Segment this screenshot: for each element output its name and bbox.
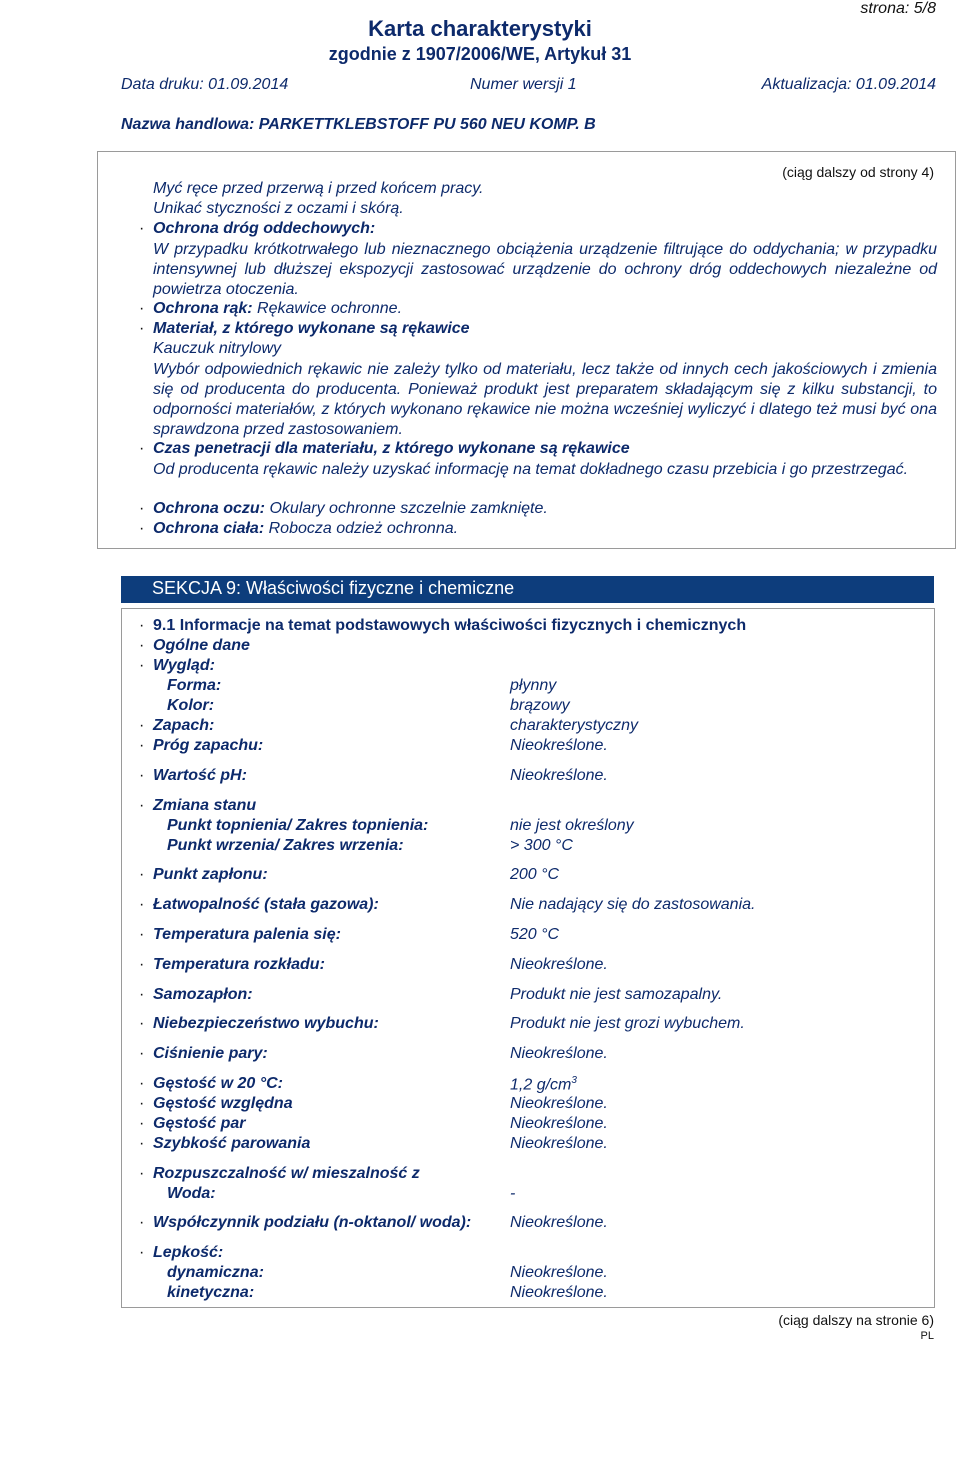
hygiene-line-2: Unikać styczności z oczami i skórą. (153, 200, 404, 217)
water-value: - (510, 1185, 516, 1202)
decomposition-value: Nieokreślone. (510, 956, 608, 973)
density-label: Gęstość w 20 °C: (153, 1075, 283, 1092)
evaporation-label: Szybkość parowania (153, 1135, 311, 1152)
language-code: PL (920, 1330, 934, 1342)
explosion-label: Niebezpieczeństwo wybuchu: (153, 1015, 379, 1032)
bullet: · (139, 617, 145, 634)
version-number: Numer wersji 1 (470, 76, 577, 93)
flammability-label: Łatwopalność (stała gazowa): (153, 896, 379, 913)
density-superscript: 3 (571, 1075, 577, 1086)
update-date: Aktualizacja: 01.09.2014 (761, 76, 936, 93)
eyes-label: Ochrona oczu: (153, 500, 266, 517)
dynamic-viscosity-value: Nieokreślone. (510, 1264, 608, 1281)
print-date: Data druku: 01.09.2014 (121, 76, 289, 93)
bullet: · (139, 637, 145, 654)
bullet: · (139, 956, 145, 973)
respiratory-label: Ochrona dróg oddechowych: (153, 220, 376, 237)
bullet: · (139, 1015, 145, 1032)
ph-label: Wartość pH: (153, 767, 247, 784)
hands-value: Rękawice ochronne. (257, 300, 403, 317)
vapor-pressure-value: Nieokreślone. (510, 1045, 608, 1062)
bullet: · (139, 986, 145, 1003)
flash-point-value: 200 °C (510, 866, 560, 883)
bullet: · (139, 866, 145, 883)
appearance-label: Wygląd: (153, 657, 215, 674)
bullet: · (139, 926, 145, 943)
bullet: · (139, 1214, 145, 1231)
bullet: · (139, 520, 145, 537)
general-data-label: Ogólne dane (153, 637, 250, 654)
odor-threshold-label: Próg zapachu: (153, 737, 264, 754)
water-label: Woda: (167, 1185, 216, 1202)
kinematic-viscosity-value: Nieokreślone. (510, 1284, 608, 1301)
material-value: Kauczuk nitrylowy (153, 340, 282, 357)
bullet: · (139, 1135, 145, 1152)
body-label: Ochrona ciała: (153, 520, 265, 537)
bullet: · (139, 797, 145, 814)
continued-from: (ciąg dalszy od strony 4) (782, 164, 934, 180)
section9-header (121, 576, 934, 603)
bullet: · (139, 320, 145, 337)
bullet: · (139, 1095, 145, 1112)
viscosity-label: Lepkość: (153, 1244, 224, 1261)
document-subtitle: zgodnie z 1907/2006/WE, Artykuł 31 (328, 44, 632, 64)
density-number: 1,2 g/cm (510, 1076, 572, 1094)
form-label: Forma: (167, 677, 222, 694)
form-value: płynny (510, 677, 557, 694)
density-value (510, 1075, 577, 1094)
bullet: · (139, 440, 145, 457)
boiling-value: > 300 °C (510, 837, 573, 854)
evaporation-value: Nieokreślone. (510, 1135, 608, 1152)
decomposition-label: Temperatura rozkładu: (153, 956, 325, 973)
ignition-temp-label: Temperatura palenia się: (153, 926, 341, 943)
melting-label: Punkt topnienia/ Zakres topnienia: (167, 817, 429, 834)
partition-label: Współczynnik podziału (n-oktanol/ woda): (153, 1214, 472, 1231)
flammability-value: Nie nadający się do zastosowania. (510, 896, 756, 913)
trade-name: Nazwa handlowa: PARKETTKLEBSTOFF PU 560 NEU KOMP. B (121, 116, 596, 133)
bullet: · (139, 717, 145, 734)
penetration-text: Od producenta rękawic należy uzyskać informację na temat dokładnego czasu przebicia i go przestrzegać. (153, 461, 909, 478)
color-label: Kolor: (167, 697, 215, 714)
body-row (153, 520, 458, 538)
hands-row (153, 300, 402, 318)
body-value: Robocza odzież ochronna. (268, 520, 459, 537)
hands-label: Ochrona rąk: (153, 300, 253, 317)
section9-subtitle: 9.1 Informacje na temat podstawowych właściwości fizycznych i chemicznych (153, 617, 747, 634)
vapor-pressure-label: Ciśnienie pary: (153, 1045, 268, 1062)
bullet: · (139, 300, 145, 317)
bullet: · (139, 737, 145, 754)
flash-point-label: Punkt zapłonu: (153, 866, 268, 883)
color-value: brązowy (510, 697, 570, 714)
bullet: · (139, 220, 145, 237)
odor-value: charakterystyczny (510, 717, 639, 734)
bullet: · (139, 1165, 145, 1182)
vapor-density-label: Gęstość par (153, 1115, 246, 1132)
bullet: · (139, 1045, 145, 1062)
autoignition-value: Produkt nie jest samozapalny. (510, 986, 723, 1003)
section9-title: SEKCJA 9: Właściwości fizyczne i chemiczne (152, 578, 515, 598)
solubility-label: Rozpuszczalność w/ mieszalność z (153, 1165, 420, 1182)
odor-label: Zapach: (153, 717, 215, 734)
continued-to: (ciąg dalszy na stronie 6) (778, 1312, 934, 1328)
ignition-temp-value: 520 °C (510, 926, 560, 943)
bullet: · (139, 657, 145, 674)
bullet: · (139, 500, 145, 517)
explosion-value: Produkt nie jest grozi wybuchem. (510, 1015, 745, 1032)
hygiene-line-1: Myć ręce przed przerwą i przed końcem pracy. (153, 180, 484, 197)
partition-value: Nieokreślone. (510, 1214, 608, 1231)
penetration-label: Czas penetracji dla materiału, z którego wykonane są rękawice (153, 440, 630, 457)
autoignition-label: Samozapłon: (153, 986, 253, 1003)
bullet: · (139, 1075, 145, 1092)
odor-threshold-value: Nieokreślone. (510, 737, 608, 754)
bullet: · (139, 896, 145, 913)
boiling-label: Punkt wrzenia/ Zakres wrzenia: (167, 837, 404, 854)
relative-density-label: Gęstość względna (153, 1095, 293, 1112)
eyes-value: Okulary ochronne szczelnie zamknięte. (269, 500, 548, 517)
vapor-density-value: Nieokreślone. (510, 1115, 608, 1132)
dynamic-viscosity-label: dynamiczna: (167, 1264, 264, 1281)
kinematic-viscosity-label: kinetyczna: (167, 1284, 255, 1301)
material-label: Materiał, z którego wykonane są rękawice (153, 320, 470, 337)
bullet: · (139, 1115, 145, 1132)
bullet: · (139, 767, 145, 784)
respiratory-text: W przypadku krótkotrwałego lub nieznacznego obciążenia urządzenie filtrujące do oddychania; w przypadku intensywnej lub dłuższej ekspozycji zastosować urządzenie do ochrony dróg oddechowych niezależne od powietrza otoczenia. (153, 241, 937, 298)
relative-density-value: Nieokreślone. (510, 1095, 608, 1112)
document-title: Karta charakterystyki (368, 16, 592, 41)
material-text: Wybór odpowiednich rękawic nie zależy tylko od materiału, lecz także od innych cech jakościowych i zmienia się od producenta do producenta. Ponieważ produkt jest preparatem składającym się z kilku substancji, to odporności materiałów, z których wykonano rękawice nie można wcześniej wyliczyć i dlatego też musi być ona sprawdzona przed zastosowaniem. (153, 361, 937, 438)
state-change-label: Zmiana stanu (153, 797, 257, 814)
ph-value: Nieokreślone. (510, 767, 608, 784)
eyes-row (153, 500, 548, 518)
melting-value: nie jest określony (510, 817, 634, 834)
page-number: strona: 5/8 (860, 0, 936, 17)
bullet: · (139, 1244, 145, 1261)
